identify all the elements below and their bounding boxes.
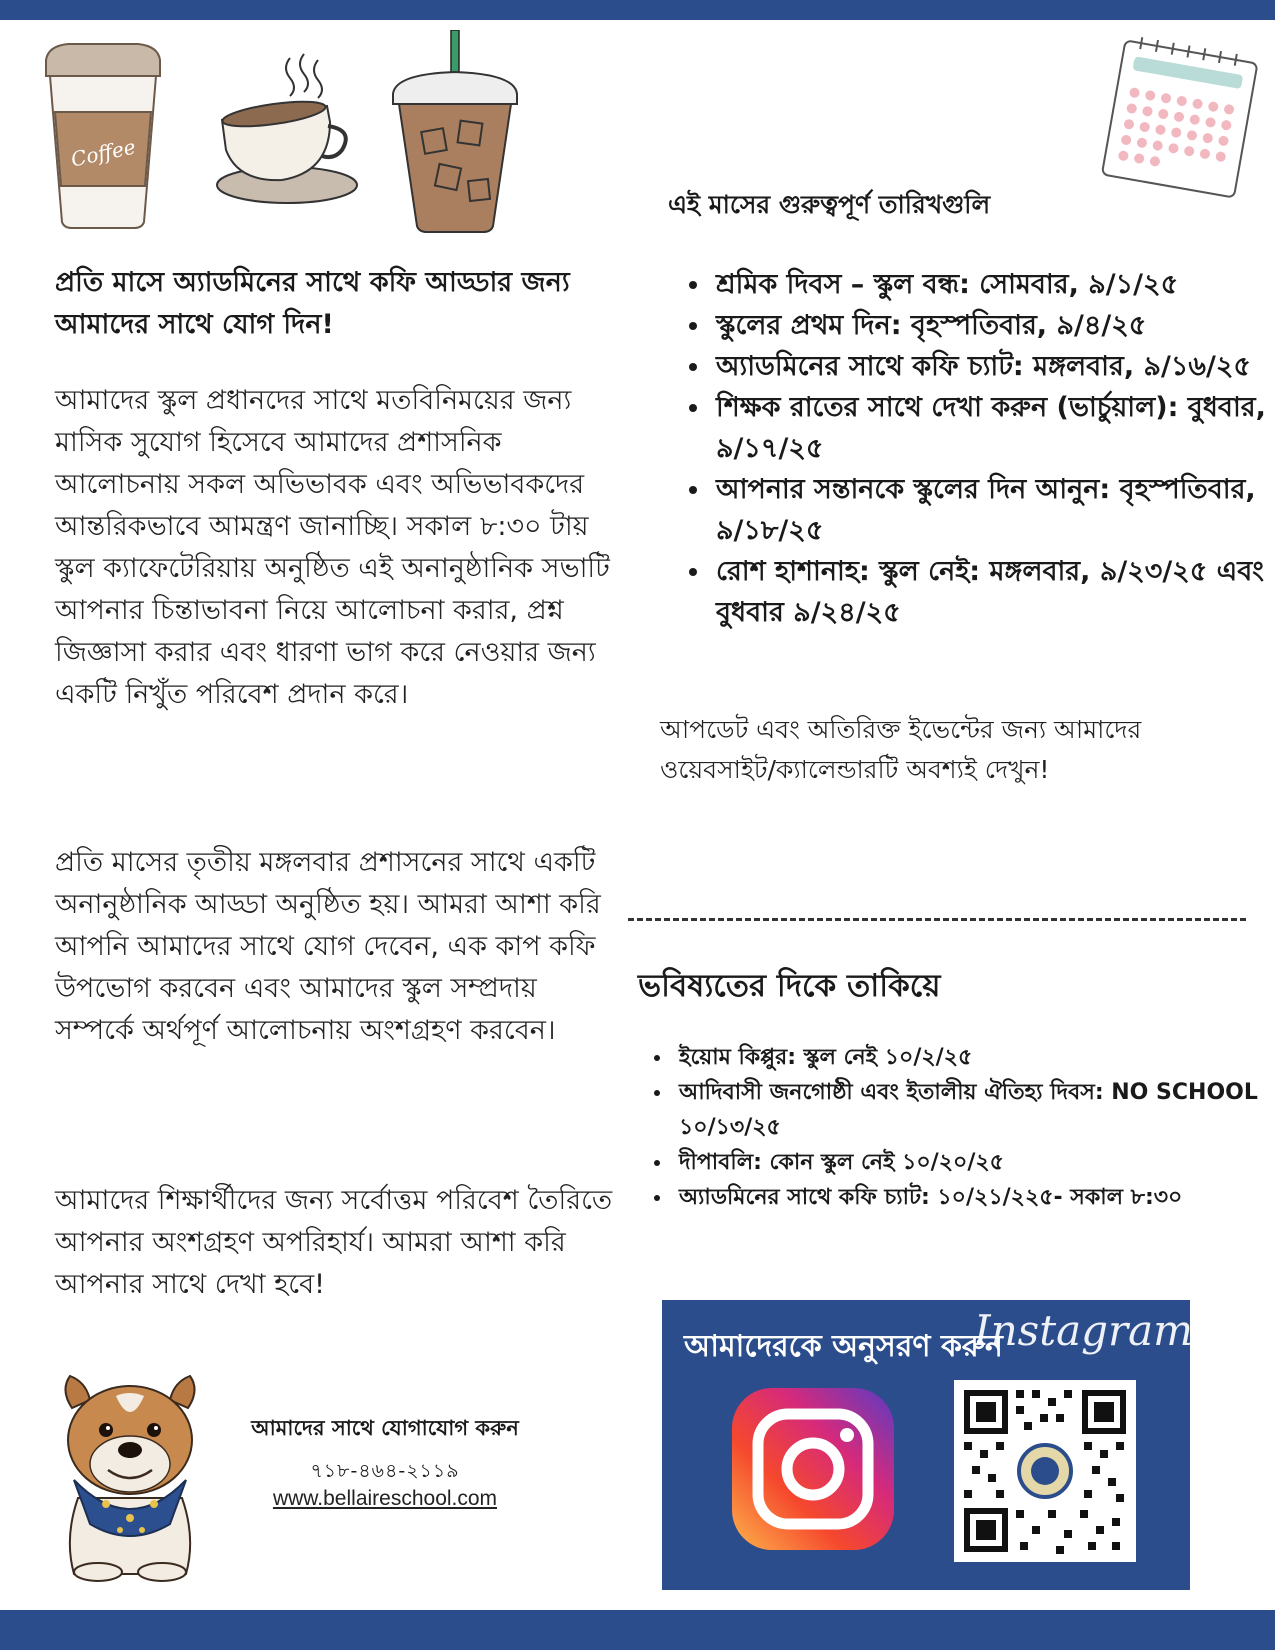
instagram-icon[interactable] (732, 1388, 894, 1550)
important-dates-heading: এই মাসের গুরুত্বপূর্ণ তারিখগুলি (668, 190, 991, 219)
section-divider (628, 918, 1246, 921)
bottom-banner-bar (0, 1610, 1275, 1650)
intro-paragraph: আমাদের স্কুল প্রধানদের সাথে মতবিনিময়ের জন্য মাসিক সুযোগ হিসেবে আমাদের প্রশাসনিক আলোচনায় সকল অভিভাবক এবং অভিভাবকদের আন্তরিকভাবে আমন্ত্রণ জানাচ্ছি। সকাল ৮:৩০ টায় স্কুল ক্যাফেটেরিয়ায় অনুষ্ঠিত এই অনানুষ্ঠানিক সভাটি আপনার চিন্তাভাবনা নিয়ে আলোচনা করার, প্রশ্ন জিজ্ঞাসা করার এবং ধারণা ভাগ করে নেওয়ার জন্য একটি নিখুঁত পরিবেশ প্রদান করে। (55, 385, 610, 710)
follow-us-text: আমাদেরকে অনুসরণ করুন (684, 1329, 1003, 1364)
social-follow-box (662, 1300, 1193, 1590)
calendar-icon (1095, 35, 1265, 200)
list-item: • অ্যাডমিনের সাথে কফি চ্যাট: মঙ্গলবার, ৯/১৬/২৫ (712, 346, 1272, 387)
coffee-cup-icon (212, 50, 362, 210)
contact-phone: ৭১৮-৪৬৪-২১১৯ (310, 1460, 460, 1482)
schedule-paragraph: প্রতি মাসের তৃতীয় মঙ্গলবার প্রশাসনের সাথে একটি অনানুষ্ঠানিক আড্ডা অনুষ্ঠিত হয়। আমরা আশা করি আপনি আমাদের সাথে যোগ দেবেন, এক কাপ কফি উপভোগ করবেন এবং আমাদের স্কুল সম্প্রদায় সম্পর্কে অর্থপূর্ণ আলোচনায় অংশগ্রহণ করবেন। (55, 847, 601, 1046)
bulldog-mascot-icon (50, 1368, 210, 1583)
future-dates-list (645, 1040, 1273, 1215)
future-dates-heading: ভবিষ্যতের দিকে তাকিয়ে (638, 968, 941, 1004)
top-banner-bar (0, 0, 1275, 20)
cup-label: Coffee (68, 134, 138, 172)
list-item: • স্কুলের প্রথম দিন: বৃহস্পতিবার, ৯/৪/২৫ (712, 305, 1272, 346)
list-item: • শিক্ষক রাতের সাথে দেখা করুন (ভার্চুয়াল): বুধবার, ৯/১৭/২৫ (712, 387, 1272, 469)
list-item: • অ্যাডমিনের সাথে কফি চ্যাট: ১০/২১/২২৫- সকাল ৮:৩০ (673, 1180, 1273, 1215)
list-item: • আপনার সন্তানকে স্কুলের দিন আনুন: বৃহস্পতিবার, ৯/১৮/২৫ (712, 469, 1272, 551)
list-item: • শ্রমিক দিবস – স্কুল বন্ধ: সোমবার, ৯/১/২৫ (712, 264, 1272, 305)
list-item: • দীপাবলি: কোন স্কুল নেই ১০/২০/২৫ (673, 1145, 1273, 1180)
closing-paragraph: আমাদের শিক্ষার্থীদের জন্য সর্বোত্তম পরিবেশ তৈরিতে আপনার অংশগ্রহণ অপরিহার্য। আমরা আশা করি আপনার সাথে দেখা হবে! (55, 1185, 613, 1300)
instagram-wordmark: Instagram (974, 1306, 1193, 1355)
contact-heading: আমাদের সাথে যোগাযোগ করুন (251, 1416, 519, 1440)
contact-website-link[interactable]: www.bellaireschool.com (272, 1487, 498, 1510)
iced-coffee-icon (385, 30, 525, 235)
list-item: • আদিবাসী জনগোষ্ঠী এবং ইতালীয় ঐতিহ্য দিবস: NO SCHOOL ১০/১৩/২৫ (673, 1075, 1273, 1145)
list-item: • ইয়োম কিপ্পুর: স্কুল নেই ১০/২/২৫ (673, 1040, 1273, 1075)
website-notice: আপডেট এবং অতিরিক্ত ইভেন্টের জন্য আমাদের ওয়েবসাইট/ক্যালেন্ডারটি অবশ্যই দেখুন! (660, 715, 1142, 784)
list-item: • রোশ হাশানাহ: স্কুল নেই: মঙ্গলবার, ৯/২৩/২৫ এবং বুধবার ৯/২৪/২৫ (712, 551, 1272, 633)
important-dates-list (672, 264, 1272, 633)
coffee-to-go-cup-icon (38, 40, 168, 230)
qr-code-icon[interactable] (954, 1380, 1136, 1562)
coffee-chat-headline: প্রতি মাসে অ্যাডমিনের সাথে কফি আড্ডার জন্য আমাদের সাথে যোগ দিন! (55, 267, 570, 340)
